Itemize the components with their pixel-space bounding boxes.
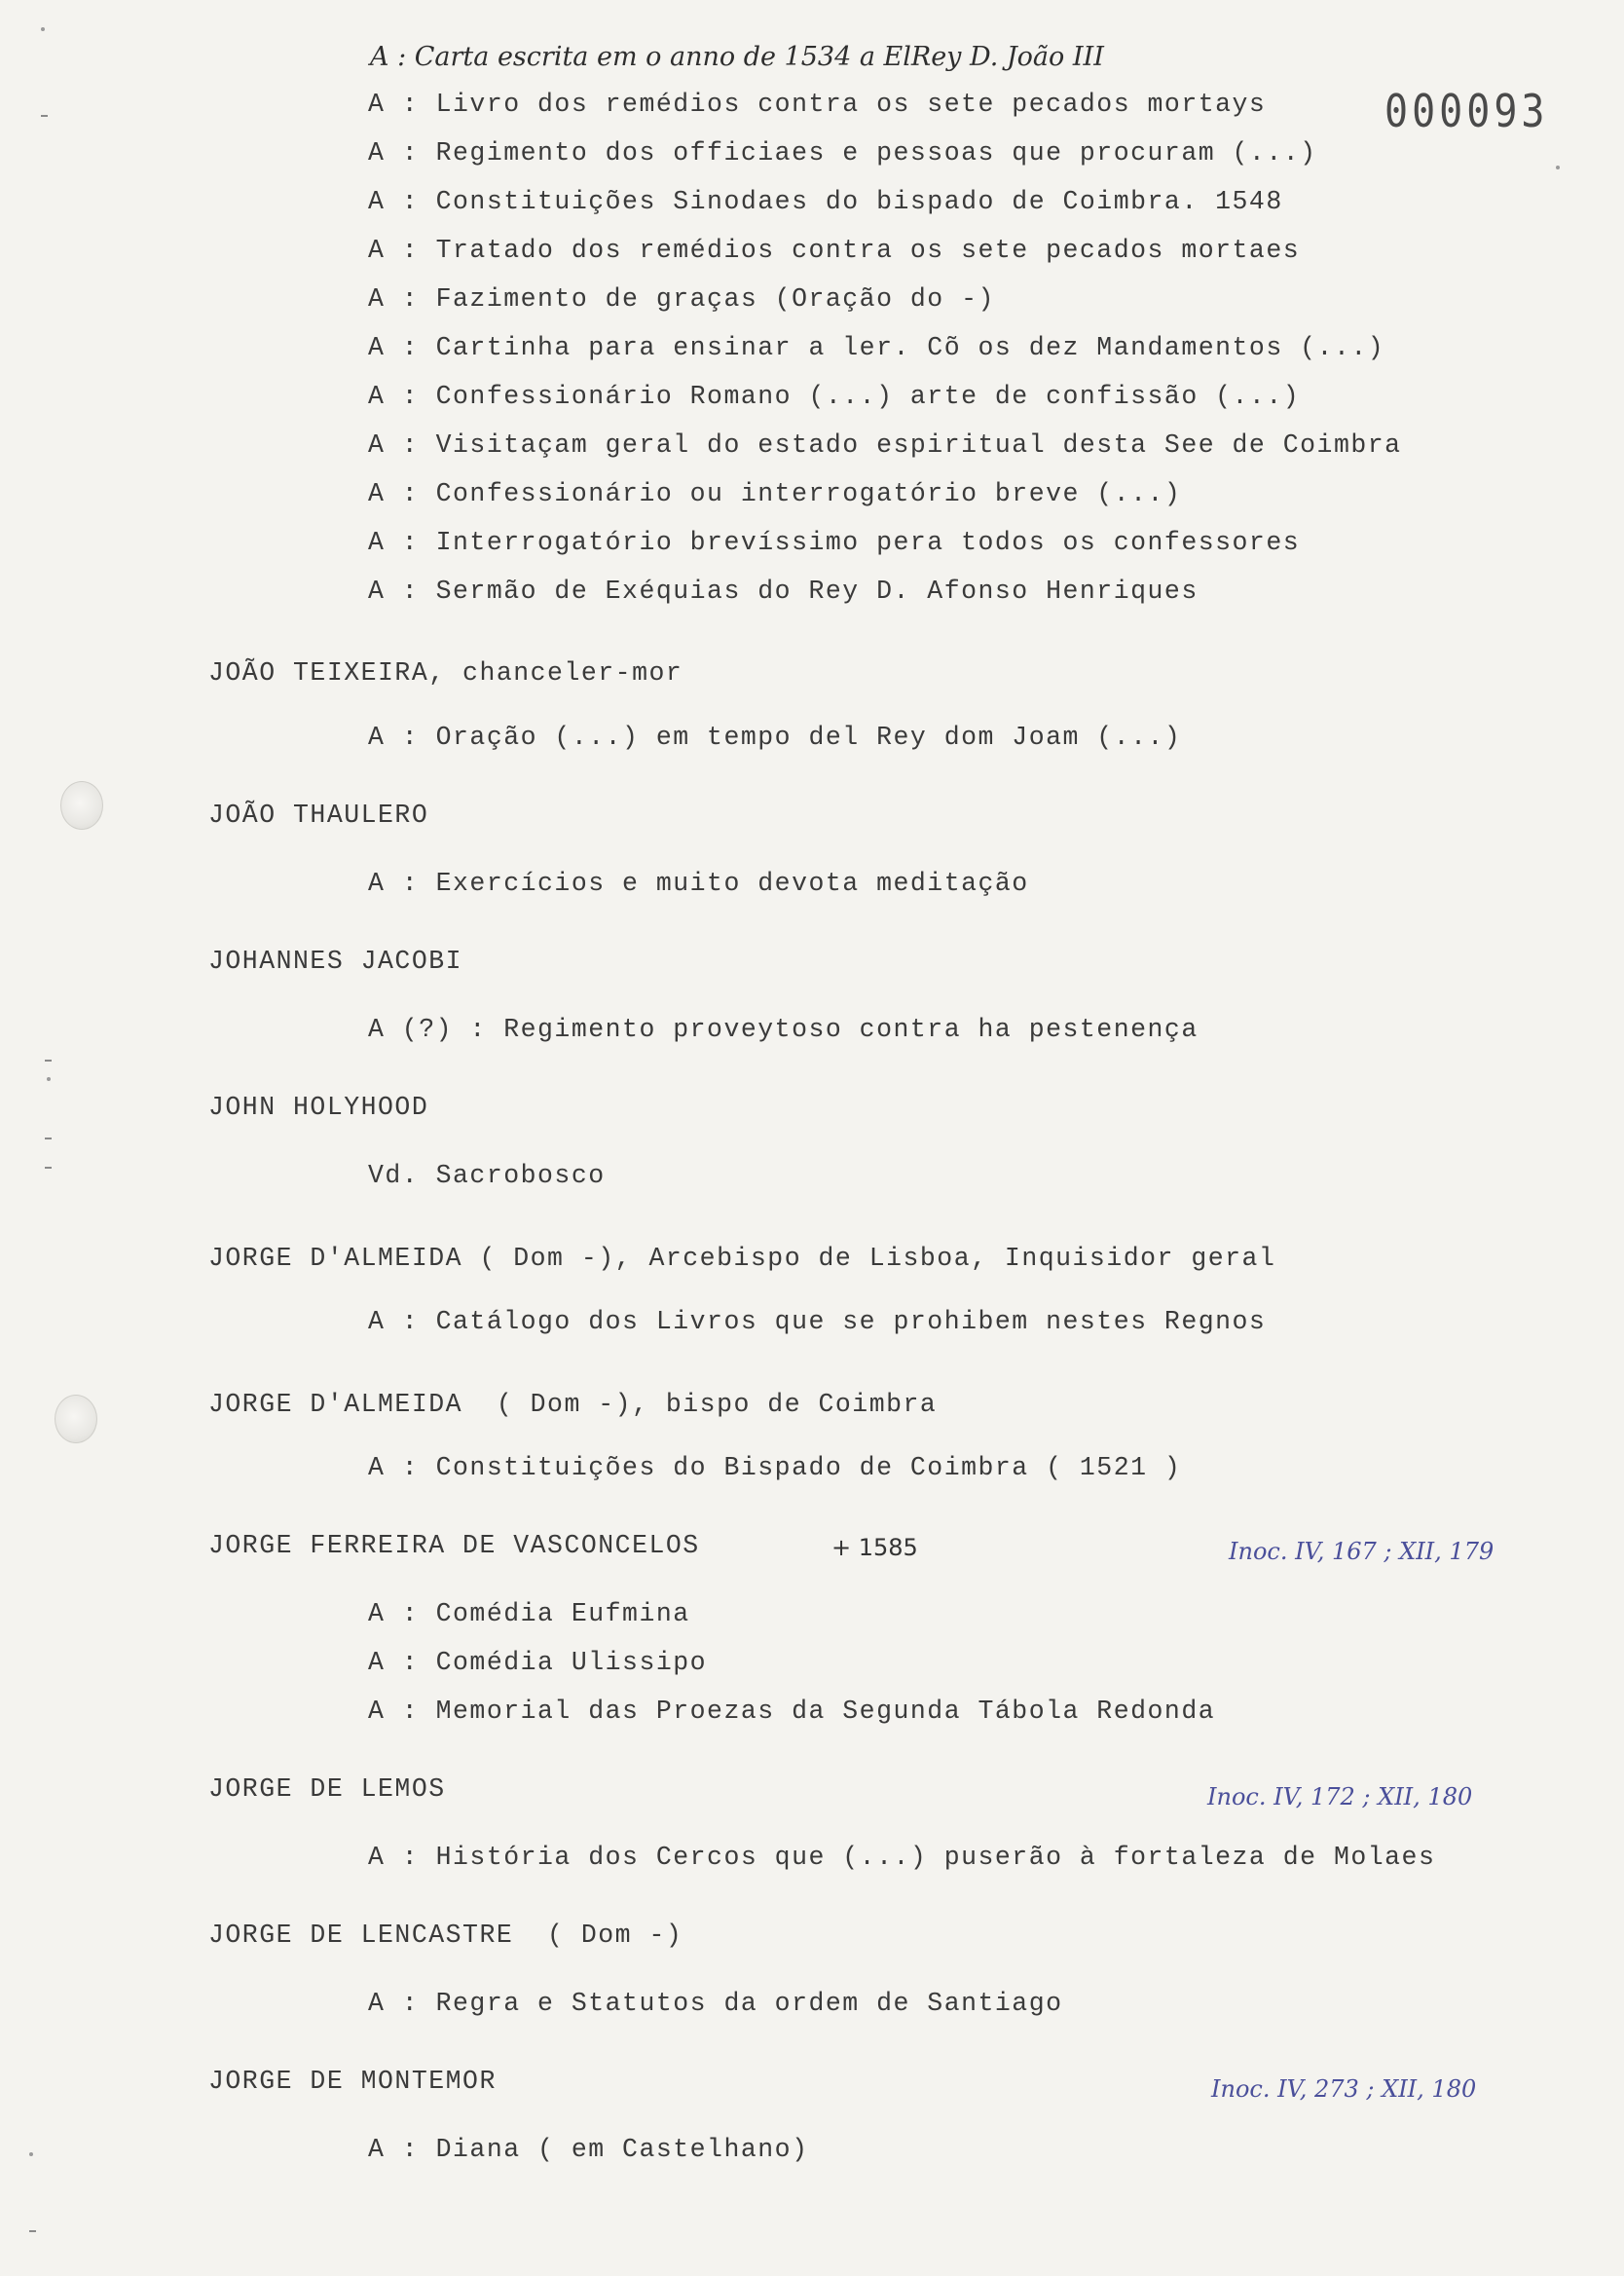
entry-line: A : Interrogatório brevíssimo pera todos os confessores <box>368 528 1301 557</box>
handwritten-reference: Inoc. IV, 172 ; XII, 180 <box>1207 1783 1473 1810</box>
margin-mark <box>45 1060 52 1062</box>
margin-mark <box>29 2230 36 2232</box>
margin-mark <box>41 115 48 117</box>
handwritten-reference: Inoc. IV, 167 ; XII, 179 <box>1229 1538 1495 1565</box>
punch-hole <box>60 781 103 830</box>
entry-line: A : Oração (...) em tempo del Rey dom Joam (...) <box>368 723 1182 752</box>
margin-mark <box>41 27 45 31</box>
entry-line: A : Memorial das Proezas da Segunda Tábola Redonda <box>368 1697 1216 1726</box>
author-heading: JORGE D'ALMEIDA ( Dom -), bispo de Coimbra <box>208 1390 938 1419</box>
entry-line: A : Cartinha para ensinar a ler. Cõ os dez Mandamentos (...) <box>368 333 1385 362</box>
entry-line: A : Visitaçam geral do estado espiritual desta See de Coimbra <box>368 430 1402 460</box>
margin-mark <box>29 2152 33 2156</box>
archive-stamp-number: 000093 <box>1384 86 1549 138</box>
entry-line: A (?) : Regimento proveytoso contra ha pestenença <box>368 1015 1199 1044</box>
margin-mark <box>47 1077 51 1081</box>
punch-hole <box>55 1395 97 1443</box>
entry-line: A : Sermão de Exéquias do Rey D. Afonso Henriques <box>368 577 1199 606</box>
entry-line: A : Confessionário Romano (...) arte de confissão (...) <box>368 382 1301 411</box>
entry-line: A : Tratado dos remédios contra os sete pecados mortaes <box>368 236 1301 265</box>
entry-line: A : Exercícios e muito devota meditação <box>368 869 1029 898</box>
entry-line: A : Regra e Statutos da ordem de Santiago <box>368 1989 1063 2018</box>
entry-line: A : História dos Cercos que (...) puserão à fortaleza de Molaes <box>368 1843 1436 1872</box>
handwritten-reference: Inoc. IV, 273 ; XII, 180 <box>1211 2075 1477 2103</box>
handwritten-death-year: + 1585 <box>831 1534 918 1561</box>
entry-line: Vd. Sacrobosco <box>368 1161 606 1190</box>
entry-line: A : Constituições do Bispado de Coimbra ( 1521 ) <box>368 1453 1182 1482</box>
entry-line: A : Diana ( em Castelhano) <box>368 2135 809 2164</box>
author-heading: JORGE DE LEMOS <box>208 1774 446 1804</box>
author-heading: JORGE FERREIRA DE VASCONCELOS <box>208 1531 700 1560</box>
author-heading: JOHANNES JACOBI <box>208 947 463 976</box>
margin-mark <box>45 1167 52 1169</box>
entry-line: A : Catálogo dos Livros que se prohibem nestes Regnos <box>368 1307 1267 1336</box>
entry-line: A : Regimento dos officiaes e pessoas que procuram (...) <box>368 138 1317 168</box>
author-heading: JORGE DE LENCASTRE ( Dom -) <box>208 1921 683 1950</box>
entry-line: A : Fazimento de graças (Oração do -) <box>368 284 995 314</box>
margin-mark <box>45 1138 52 1139</box>
entry-line: A : Livro dos remédios contra os sete pecados mortays <box>368 90 1267 119</box>
entry-line: A : Constituições Sinodaes do bispado de Coimbra. 1548 <box>368 187 1283 216</box>
author-heading: JORGE D'ALMEIDA ( Dom -), Arcebispo de Lisboa, Inquisidor geral <box>208 1244 1276 1273</box>
margin-mark <box>1556 166 1560 169</box>
author-heading: JOHN HOLYHOOD <box>208 1093 429 1122</box>
author-heading: JOÃO THAULERO <box>208 801 429 830</box>
entry-line: A : Comédia Eufmina <box>368 1599 690 1628</box>
handwritten-top-entry: A : Carta escrita em o anno de 1534 a ElRey D. João III <box>370 42 1104 72</box>
entry-line: A : Comédia Ulissipo <box>368 1648 708 1677</box>
author-heading: JORGE DE MONTEMOR <box>208 2067 497 2096</box>
author-heading: JOÃO TEIXEIRA, chanceler-mor <box>208 658 683 688</box>
entry-line: A : Confessionário ou interrogatório breve (...) <box>368 479 1182 508</box>
